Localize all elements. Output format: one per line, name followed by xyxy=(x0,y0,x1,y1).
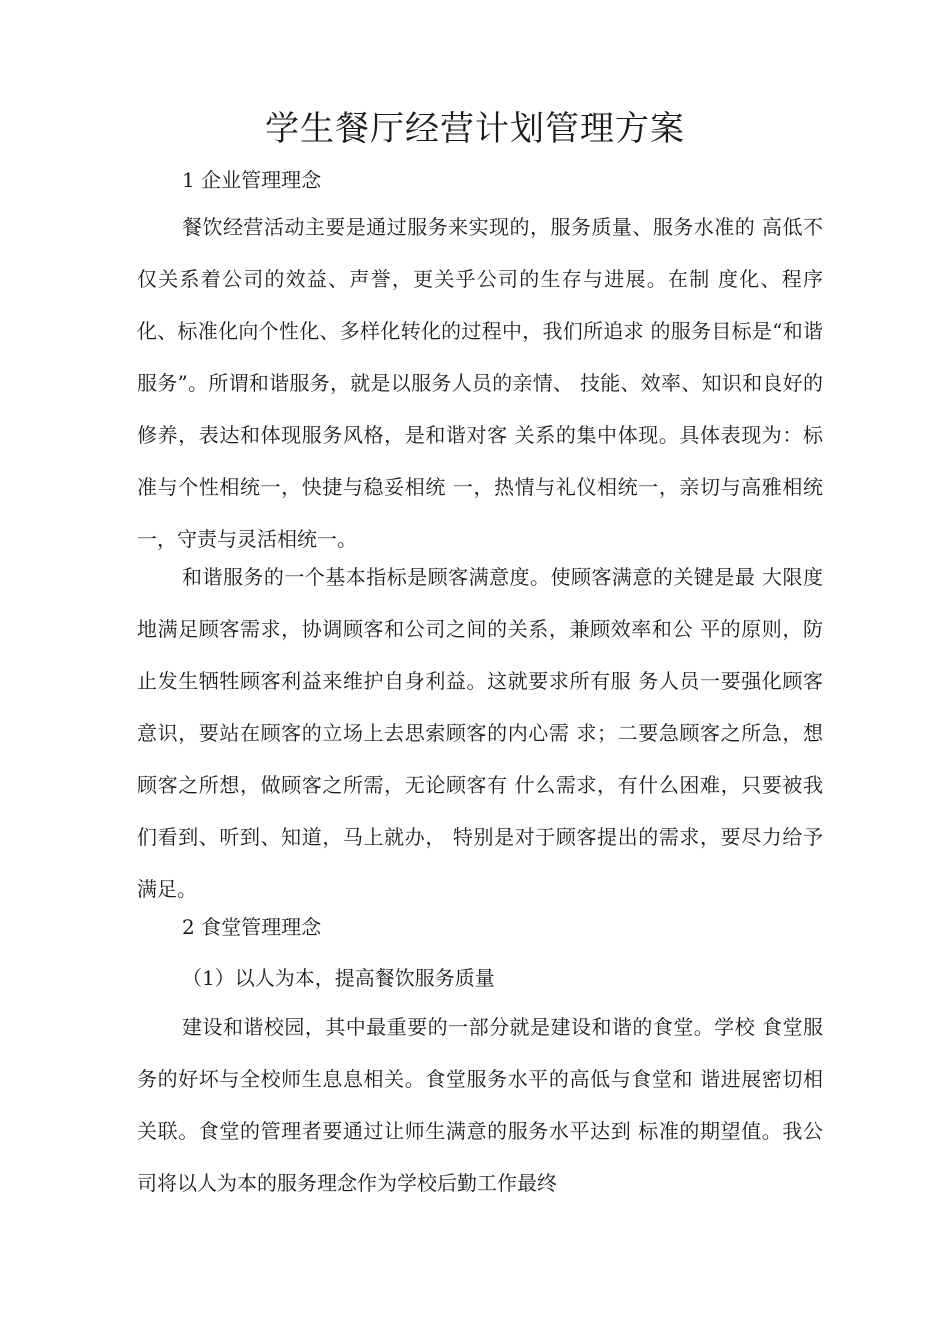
section-heading-1: 1 企业管理理念 xyxy=(182,168,322,192)
paragraph-2: 和谐服务的一个基本指标是顾客满意度。使顾客满意的关键是最 大限度地满足顾客需求，协调顾客和公司之间的关系，兼顾效率和公 平的原则，防止发生牺牲顾客利益来维护自身利益。这就要求所有服 务人员一要强化顾客意识，要站在顾客的立场上去思索顾客的内心需 求；二要急顾客之所急，想顾客之所想，做顾客之所需，无论顾客有 什么需求，有什么困难，只要被我们看到、听到、知道，马上就办， 特别是对于顾客提出的需求，要尽力给予满足。 xyxy=(137,565,823,901)
subsection-heading-1: （1）以人为本，提高餐饮服务质量 xyxy=(182,966,495,990)
document-title: 学生餐厅经营计划管理方案 xyxy=(265,109,685,149)
section-heading-2: 2 食堂管理理念 xyxy=(182,915,322,939)
paragraph-3: 建设和谐校园，其中最重要的一部分就是建设和谐的食堂。学校 食堂服务的好坏与全校师生息息相关。食堂服务水平的高低与食堂和 谐进展密切相关联。食堂的管理者要通过让师生满意的服务水平达到 标准的期望值。我公司将以人为本的服务理念作为学校后勤工作最终 xyxy=(137,1015,823,1195)
paragraph-1: 餐饮经营活动主要是通过服务来实现的，服务质量、服务水准的 高低不仅关系着公司的效益、声誉，更关乎公司的生存与进展。在制 度化、程序化、标准化向个性化、多样化转化的过程中，我们所追求 的服务目标是“和谐服务”。所谓和谐服务，就是以服务人员的亲情、 技能、效率、知识和良好的修养，表达和体现服务风格，是和谐对客 关系的集中体现。具体表现为：标准与个性相统一，快捷与稳妥相统 一，热情与礼仪相统一，亲切与高雅相统一，守责与灵活相统一。 xyxy=(137,215,823,551)
